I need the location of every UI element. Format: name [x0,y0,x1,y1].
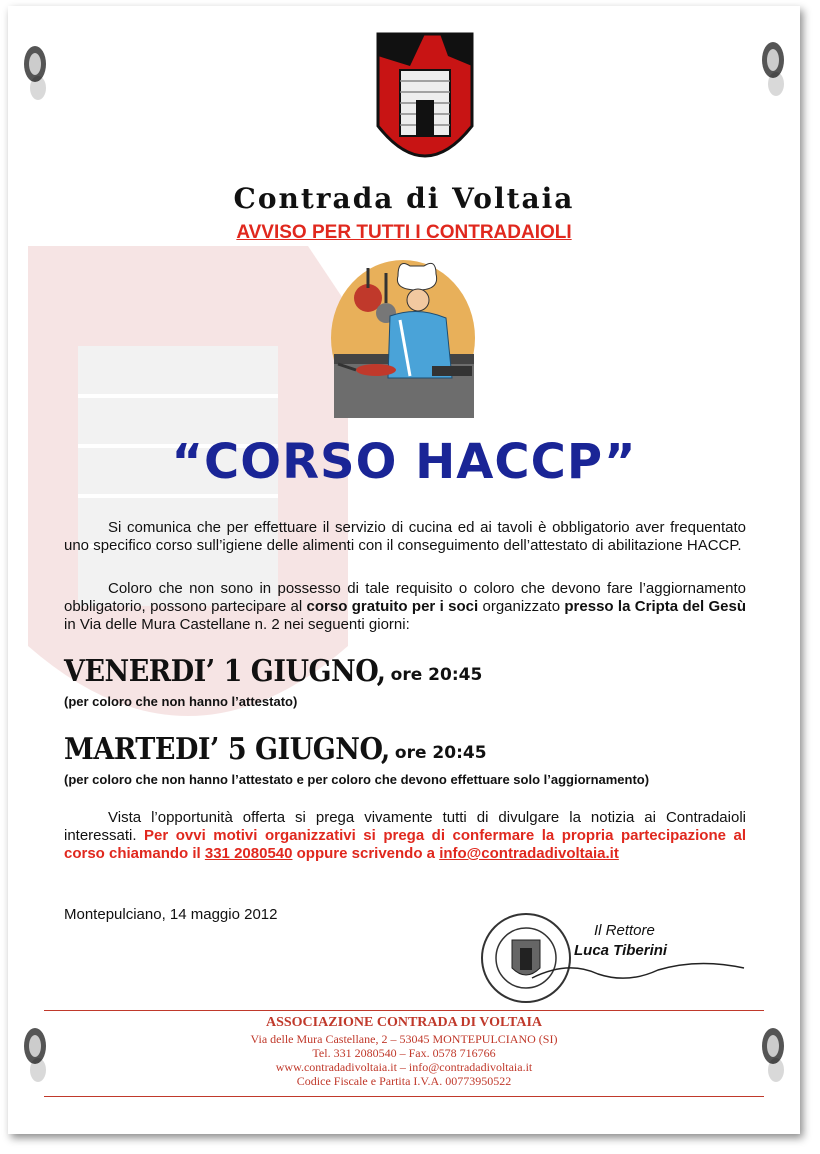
footer-address: Via delle Mura Castellane, 2 – 53045 MONTEPULCIANO (SI) [250,1032,558,1046]
closing-paragraph: Vista l’opportunità offerta si prega vivamente tutti di divulgare la notizia ai Contradaioli interessati. Per ovvi motivi organizzativi si prega di confermare la propria partecipazione al corso chiamando il 331 2080540 oppure scrivendo a info@contradadivoltaia.it [64,809,746,862]
phone-number: 331 2080540 [204,845,293,862]
intro-paragraph: Si comunica che per effettuare il servizio di cucina ed ai tavoli è obbligatorio aver frequentato uno specifico corso sull’igiene delle alimenti con il conseguimento dell’attestato di abilitazione HACCP. [64,519,746,554]
pushpin-icon [760,40,786,98]
contrada-crest-icon [370,26,480,186]
course-date-1-note: (per coloro che non hanno l’attestato) [64,694,298,709]
footer-org-name: ASSOCIAZIONE CONTRADA DI VOLTAIA [265,1015,543,1030]
course-title: “CORSO HACCP” [171,434,637,490]
footer-top-rule [44,1010,764,1011]
signatory-name: Luca Tiberini [574,942,668,959]
footer-bottom-rule [44,1096,764,1097]
course-date-1: VENERDI’ 1 GIUGNO, ore 20:45 [64,654,483,689]
course-date-2: MARTEDI’ 5 GIUGNO, ore 20:45 [64,732,487,767]
notice-heading: AVVISO PER TUTTI I CONTRADAIOLI [236,222,572,243]
chef-illustration [328,258,478,424]
footer [8,1014,800,1088]
email-link[interactable]: info@contradadivoltaia.it [439,845,619,862]
organization-name: Contrada di Voltaia [233,182,575,215]
footer-web[interactable]: www.contradadivoltaia.it – info@contradadivoltaia.it [275,1060,533,1074]
footer-phone: Tel. 331 2080540 – Fax. 0578 716766 [312,1046,496,1060]
document-page [8,6,800,1134]
handwritten-signature [528,956,748,986]
footer-tax-id: Codice Fiscale e Partita I.V.A. 00773950522 [296,1074,512,1088]
course-date-2-note: (per coloro che non hanno l’attestato e per coloro che devono effettuare solo l’aggiornamento) [64,772,650,787]
eligibility-paragraph: Coloro che non sono in possesso di tale requisito o coloro che devono fare l’aggiornamento obbligatorio, possono partecipare al corso gratuito per i soci organizzato presso la Cripta del Gesù in Via delle Mura Castellane n. 2 nei seguenti giorni: [64,580,746,633]
place-date: Montepulciano, 14 maggio 2012 [64,906,278,923]
pushpin-icon [22,44,48,102]
signatory-role: Il Rettore [594,922,655,939]
